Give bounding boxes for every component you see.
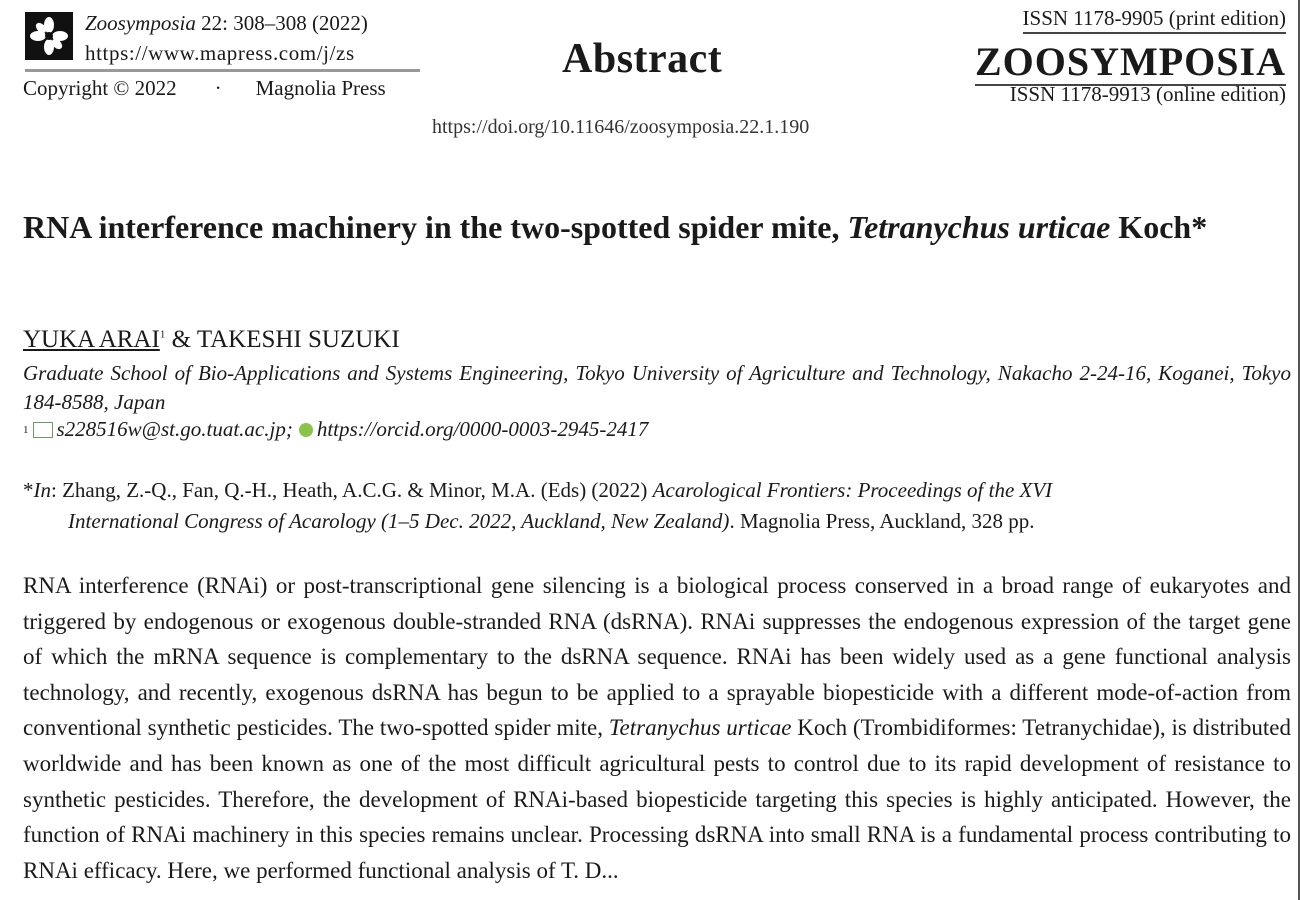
journal-url-link[interactable]: https://www.mapress.com/j/zs: [85, 41, 355, 65]
doi-link[interactable]: https://doi.org/10.11646/zoosymposia.22.1.190: [432, 116, 810, 138]
header-rule: [25, 69, 420, 72]
journal-issue: 22: 308–308 (2022): [201, 11, 368, 35]
title-main: RNA interference machinery in the two-spotted spider mite,: [23, 209, 840, 245]
email-icon: [33, 422, 53, 438]
copyright-line: [23, 76, 386, 101]
contact-line: [23, 417, 648, 442]
citation-editors: : Zhang, Z.-Q., Fan, Q.-H., Heath, A.C.G. & Minor, M.A. (Eds) (2022): [51, 478, 648, 502]
abstract-species: Tetranychus urticae: [608, 715, 792, 741]
abstract-text-a: RNA interference (RNAi) or post-transcriptional gene silencing is a biological process conserved in a broad range of eukaryotes and triggered by endogenous or exogenous double-stranded RNA (dsRNA). RNAi suppresses the endogenous expression of the target gene of which the mRNA sequence is complementary to the dsRNA sequence. RNAi has been widely used as a gene functional analysis technology, and recently, exogenous dsRNA has begun to be applied to a sprayable biopesticide with a different mode-of-action from conventional synthetic pesticides. The two-spotted spider mite,: [23, 573, 1291, 741]
citation: [23, 475, 1291, 537]
citation-book-title-2: International Congress of Acarology (1–5 Dec. 2022, Auckland, New Zealand): [68, 509, 730, 533]
journal-name: Zoosymposia: [85, 11, 196, 35]
citation-publisher: . Magnolia Press, Auckland, 328 pp.: [729, 509, 1035, 533]
abstract-text-b: Koch (Trombidiformes: Tetranychidae), is distributed worldwide and has been known as one of the most difficult agricultural pests to control due to its rapid development of resistance to synthetic pesticides. Therefore, the development of RNAi-based biopesticide targeting this species is highly anticipated. However, the function of RNAi machinery in this species remains unclear. Processing dsRNA into small RNA is a fundamental process contributing to RNAi efficacy. Here, we performed functional analysis of T. D...: [23, 715, 1291, 883]
author-line: [23, 326, 400, 354]
section-label: Abstract: [562, 36, 723, 82]
copyright-separator: ·: [214, 76, 222, 100]
copyright-text: Copyright © 2022: [23, 76, 177, 100]
contact-sup: 1: [23, 423, 29, 436]
orcid-icon: [299, 423, 313, 437]
author-1-link[interactable]: YUKA ARAI: [23, 326, 160, 353]
abstract-body: [23, 568, 1291, 888]
journal-info: [85, 8, 368, 68]
affiliation: Graduate School of Bio-Applications and Systems Engineering, Tokyo University of Agriculture and Technology, Nakacho 2-24-16, Koganei, Tokyo 184-8588, Japan: [23, 361, 1291, 414]
issn-online: ISSN 1178-9913 (online edition): [1009, 82, 1286, 106]
citation-book-title-1: Acarological Frontiers: Proceedings of the XVI: [652, 478, 1053, 502]
publisher-name: Magnolia Press: [255, 76, 386, 100]
orcid-link[interactable]: https://orcid.org/0000-0003-2945-2417: [316, 417, 649, 441]
journal-brand: ZOOSYMPOSIA: [974, 39, 1286, 84]
citation-in-label: In: [33, 478, 51, 502]
author-1-sup: 1: [159, 328, 166, 341]
email-link[interactable]: s228516w@st.go.tuat.ac.jp;: [56, 417, 293, 441]
author-2: & TAKESHI SUZUKI: [171, 326, 400, 353]
article-title: [23, 205, 1291, 249]
title-tail: Koch*: [1118, 209, 1208, 245]
citation-prefix: *: [23, 478, 34, 502]
journal-logo-icon: [25, 12, 73, 60]
title-species: Tetranychus urticae: [847, 209, 1111, 245]
issn-print: ISSN 1178-9905 (print edition): [1023, 6, 1286, 34]
